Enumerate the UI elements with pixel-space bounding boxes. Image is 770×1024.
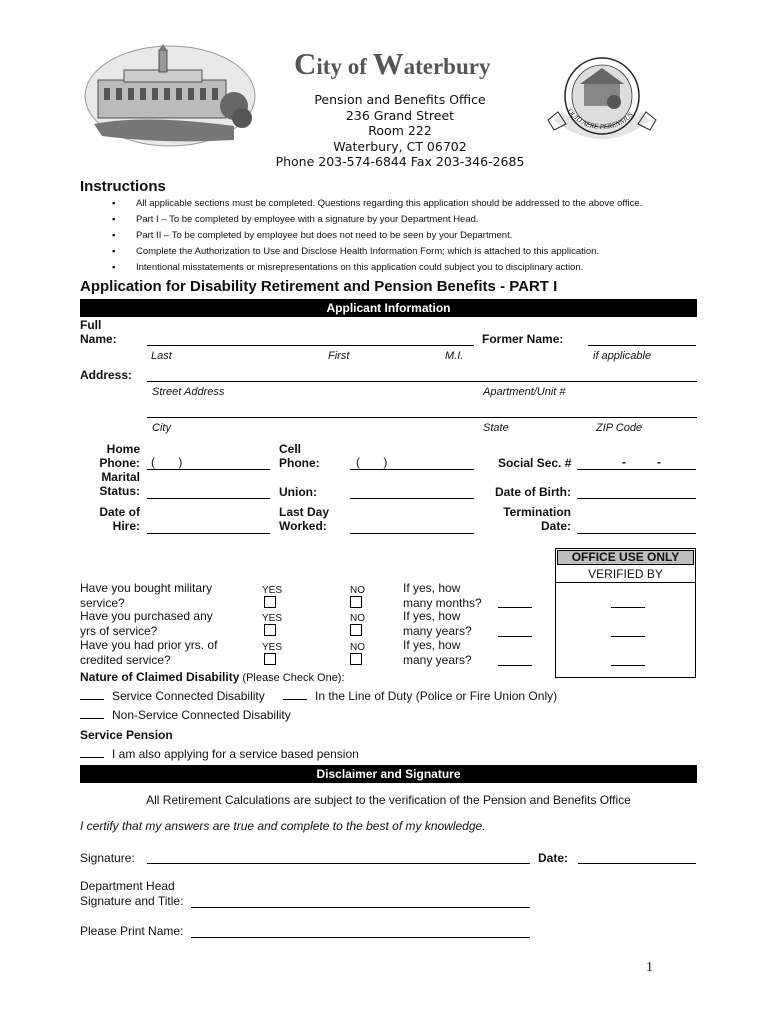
office-use-box	[555, 548, 696, 678]
cell-phone-parens: ( )	[356, 455, 388, 469]
home-phone-parens: ( )	[151, 455, 183, 469]
marital-status-label: Marital Status:	[99, 470, 140, 498]
dob-label: Date of Birth:	[495, 485, 571, 499]
prior-followup: If yes, how many years?	[403, 638, 472, 667]
office-line: 236 Grand Street	[345, 107, 455, 123]
service-pension-heading: Service Pension	[80, 728, 173, 742]
date-field[interactable]	[578, 863, 696, 864]
office-line: Phone 203-574-6844 Fax 203-346-2685	[275, 154, 525, 169]
signature-field[interactable]	[147, 863, 530, 864]
question-prior-years: Have you had prior yrs. of credited service?	[80, 638, 218, 667]
sub-first: First	[328, 350, 350, 362]
verified-field-3[interactable]	[611, 665, 645, 666]
termination-date-field[interactable]	[577, 533, 696, 534]
application-title: Application for Disability Retirement and Pension Benefits - PART I	[80, 278, 558, 295]
purchased-no-checkbox[interactable]	[350, 624, 362, 636]
city-state-zip-field[interactable]	[147, 417, 697, 418]
calc-note: All Retirement Calculations are subject to the verification of the Pension and Benefits Office	[146, 793, 631, 807]
yes-label: YES	[262, 585, 283, 596]
city-title: City of Waterbury	[294, 46, 491, 81]
bullet-icon: ▪	[112, 198, 116, 209]
former-name-label: Former Name:	[482, 332, 564, 346]
sub-mi: M.I.	[445, 350, 464, 362]
disability-heading: Nature of Claimed Disability (Please Check One):	[80, 670, 345, 684]
former-name-field[interactable]	[588, 345, 696, 346]
bullet-icon: ▪	[112, 214, 116, 225]
street-address-field[interactable]	[147, 381, 697, 382]
list-item: ▪ Part I – To be completed by employee with a signature by your Department Head.	[112, 212, 712, 228]
instructions-heading: Instructions	[80, 178, 166, 195]
home-phone-label: Home Phone:	[99, 442, 140, 470]
check-line[interactable]	[80, 718, 104, 719]
no-label: NO	[350, 585, 365, 596]
check-line[interactable]	[80, 699, 104, 700]
applicant-info-bar: Applicant Information	[80, 299, 697, 317]
yes-label: YES	[262, 642, 283, 653]
certify-statement: I certify that my answers are true and complete to the best of my knowledge.	[80, 819, 486, 833]
military-yes-checkbox[interactable]	[264, 596, 276, 608]
termination-date-label: Termination Date:	[503, 505, 571, 533]
print-name-label: Please Print Name:	[80, 924, 184, 938]
ssn-dash: -	[622, 455, 626, 469]
sub-if-applicable: if applicable	[593, 350, 652, 362]
sub-last: Last	[151, 350, 172, 362]
list-item: ▪ Complete the Authorization to Use and Disclose Health Information Form; which is attached to this application.	[112, 244, 712, 260]
dept-head-signature-field[interactable]	[191, 907, 530, 908]
verified-field-2[interactable]	[611, 636, 645, 637]
page-number: 1	[646, 960, 653, 975]
sub-zip: ZIP Code	[596, 422, 643, 434]
purchased-years-field[interactable]	[498, 636, 532, 637]
signature-label: Signature:	[80, 851, 135, 865]
dob-field[interactable]	[577, 498, 696, 499]
dept-head-label: Department Head Signature and Title:	[80, 879, 184, 908]
no-label: NO	[350, 642, 365, 653]
svg-text:QUID AERE PERENNIUS: QUID AERE PERENNIUS	[565, 107, 635, 131]
instructions-list	[112, 196, 712, 276]
check-line[interactable]	[283, 699, 307, 700]
last-day-worked-label: Last Day Worked:	[279, 505, 330, 533]
union-label: Union:	[279, 485, 317, 499]
bullet-icon: ▪	[112, 246, 116, 257]
military-no-checkbox[interactable]	[350, 596, 362, 608]
home-phone-field[interactable]	[147, 469, 270, 470]
hire-date-label: Date of Hire:	[99, 505, 140, 533]
verified-by-label: VERIFIED BY	[556, 566, 695, 583]
check-line[interactable]	[80, 757, 104, 758]
list-item: ▪ Part II – To be completed by employee but does not need to be seen by your Department.	[112, 228, 712, 244]
office-address	[270, 92, 530, 170]
office-use-title: OFFICE USE ONLY	[557, 550, 694, 565]
prior-no-checkbox[interactable]	[350, 653, 362, 665]
prior-years-field[interactable]	[498, 665, 532, 666]
military-months-field[interactable]	[498, 607, 532, 608]
ssn-label: Social Sec. #	[498, 456, 572, 470]
purchased-yes-checkbox[interactable]	[264, 624, 276, 636]
date-label: Date:	[538, 851, 569, 865]
full-name-field[interactable]	[147, 345, 474, 346]
address-label: Address:	[80, 368, 133, 382]
sub-city: City	[152, 422, 171, 434]
option-service-connected[interactable]: Service Connected Disability	[80, 689, 265, 703]
list-item: ▪ Intentional misstatements or misrepresentations on this application could subject you to disciplinary action.	[112, 260, 712, 276]
option-line-of-duty[interactable]: In the Line of Duty (Police or Fire Union Only)	[283, 689, 557, 703]
no-label: NO	[350, 613, 365, 624]
print-name-field[interactable]	[191, 937, 530, 938]
bullet-icon: ▪	[112, 262, 116, 273]
ssn-dash: -	[657, 455, 661, 469]
last-day-worked-field[interactable]	[350, 533, 474, 534]
ssn-field[interactable]	[577, 469, 696, 470]
full-name-label: Full Name:	[80, 318, 117, 346]
verified-field-1[interactable]	[611, 607, 645, 608]
city-seal	[544, 54, 660, 144]
list-item: ▪ All applicable sections must be completed. Questions regarding this application should be addressed to the above office.	[112, 196, 712, 212]
hire-date-field[interactable]	[147, 533, 270, 534]
question-military-service: Have you bought military service?	[80, 581, 213, 610]
sub-state: State	[483, 422, 509, 434]
cell-phone-label: Cell Phone:	[279, 442, 320, 470]
option-non-service-connected[interactable]: Non-Service Connected Disability	[80, 708, 291, 722]
option-service-pension[interactable]: I am also applying for a service based pension	[80, 747, 359, 761]
office-line: Waterbury, CT 06702	[333, 138, 467, 154]
union-field[interactable]	[350, 498, 474, 499]
military-followup: If yes, how many months?	[403, 581, 482, 610]
yes-label: YES	[262, 613, 283, 624]
office-line: Room 222	[368, 123, 432, 138]
city-hall-illustration	[84, 44, 256, 148]
office-line: Pension and Benefits Office	[314, 92, 486, 107]
sub-apt: Apartment/Unit #	[483, 386, 566, 398]
marital-status-field[interactable]	[147, 498, 270, 499]
prior-yes-checkbox[interactable]	[264, 653, 276, 665]
bullet-icon: ▪	[112, 230, 116, 241]
sub-street: Street Address	[152, 386, 225, 398]
disclaimer-bar: Disclaimer and Signature	[80, 765, 697, 783]
purchased-followup: If yes, how many years?	[403, 609, 472, 638]
cell-phone-field[interactable]	[350, 469, 474, 470]
question-purchased-years: Have you purchased any yrs of service?	[80, 609, 213, 638]
